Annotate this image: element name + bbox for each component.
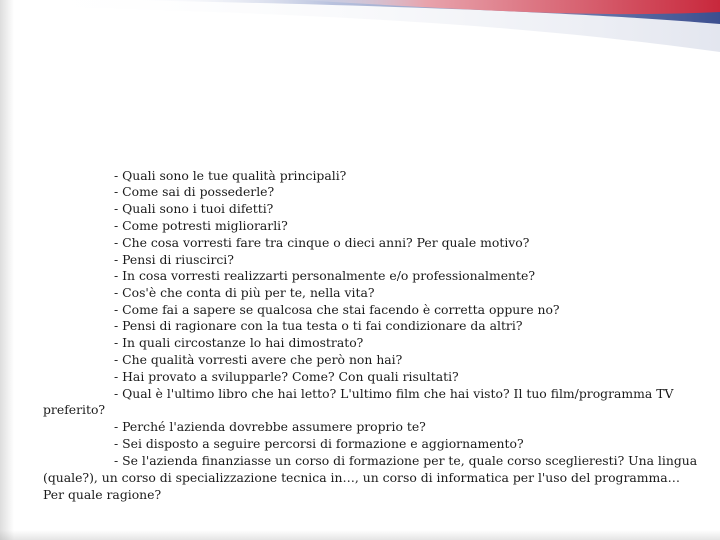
- question-line: - Come fai a sapere se qualcosa che stai facendo è corretta oppure no?: [114, 302, 560, 317]
- question-line: - Quali sono i tuoi difetti?: [114, 201, 274, 216]
- question-line: - Come potresti migliorarli?: [114, 218, 288, 233]
- question-line: - Quali sono le tue qualità principali?: [114, 168, 347, 183]
- question-line: - Come sai di possederle?: [114, 184, 275, 199]
- question-line: - In quali circostanze lo hai dimostrato?: [114, 335, 364, 350]
- question-line: - Qual è l'ultimo libro che hai letto? L'ultimo film che hai visto? Il tuo film/programma TV: [114, 386, 674, 401]
- question-line: - In cosa vorresti realizzarti personalmente e/o professionalmente?: [114, 268, 535, 283]
- question-line-continuation: preferito?: [43, 402, 106, 417]
- question-line: - Cos'è che conta di più per te, nella vita?: [114, 285, 375, 300]
- question-line: - Che cosa vorresti fare tra cinque o dieci anni? Per quale motivo?: [114, 235, 530, 250]
- question-line: - Sei disposto a seguire percorsi di formazione e aggiornamento?: [114, 436, 524, 451]
- question-line: - Pensi di riuscirci?: [114, 252, 234, 267]
- question-line: - Pensi di ragionare con la tua testa o ti fai condizionare da altri?: [114, 318, 523, 333]
- question-line-continuation: (quale?), un corso di specializzazione tecnica in…, un corso di informatica per l'uso del programma…: [43, 470, 681, 485]
- question-line: - Se l'azienda finanziasse un corso di formazione per te, quale corso sceglieresti? Una lingua: [114, 453, 698, 468]
- question-line: - Perché l'azienda dovrebbe assumere proprio te?: [114, 419, 426, 434]
- question-line: - Hai provato a svilupparle? Come? Con quali risultati?: [114, 369, 459, 384]
- question-line-continuation: Per quale ragione?: [43, 487, 162, 502]
- question-line: - Che qualità vorresti avere che però non hai?: [114, 352, 403, 367]
